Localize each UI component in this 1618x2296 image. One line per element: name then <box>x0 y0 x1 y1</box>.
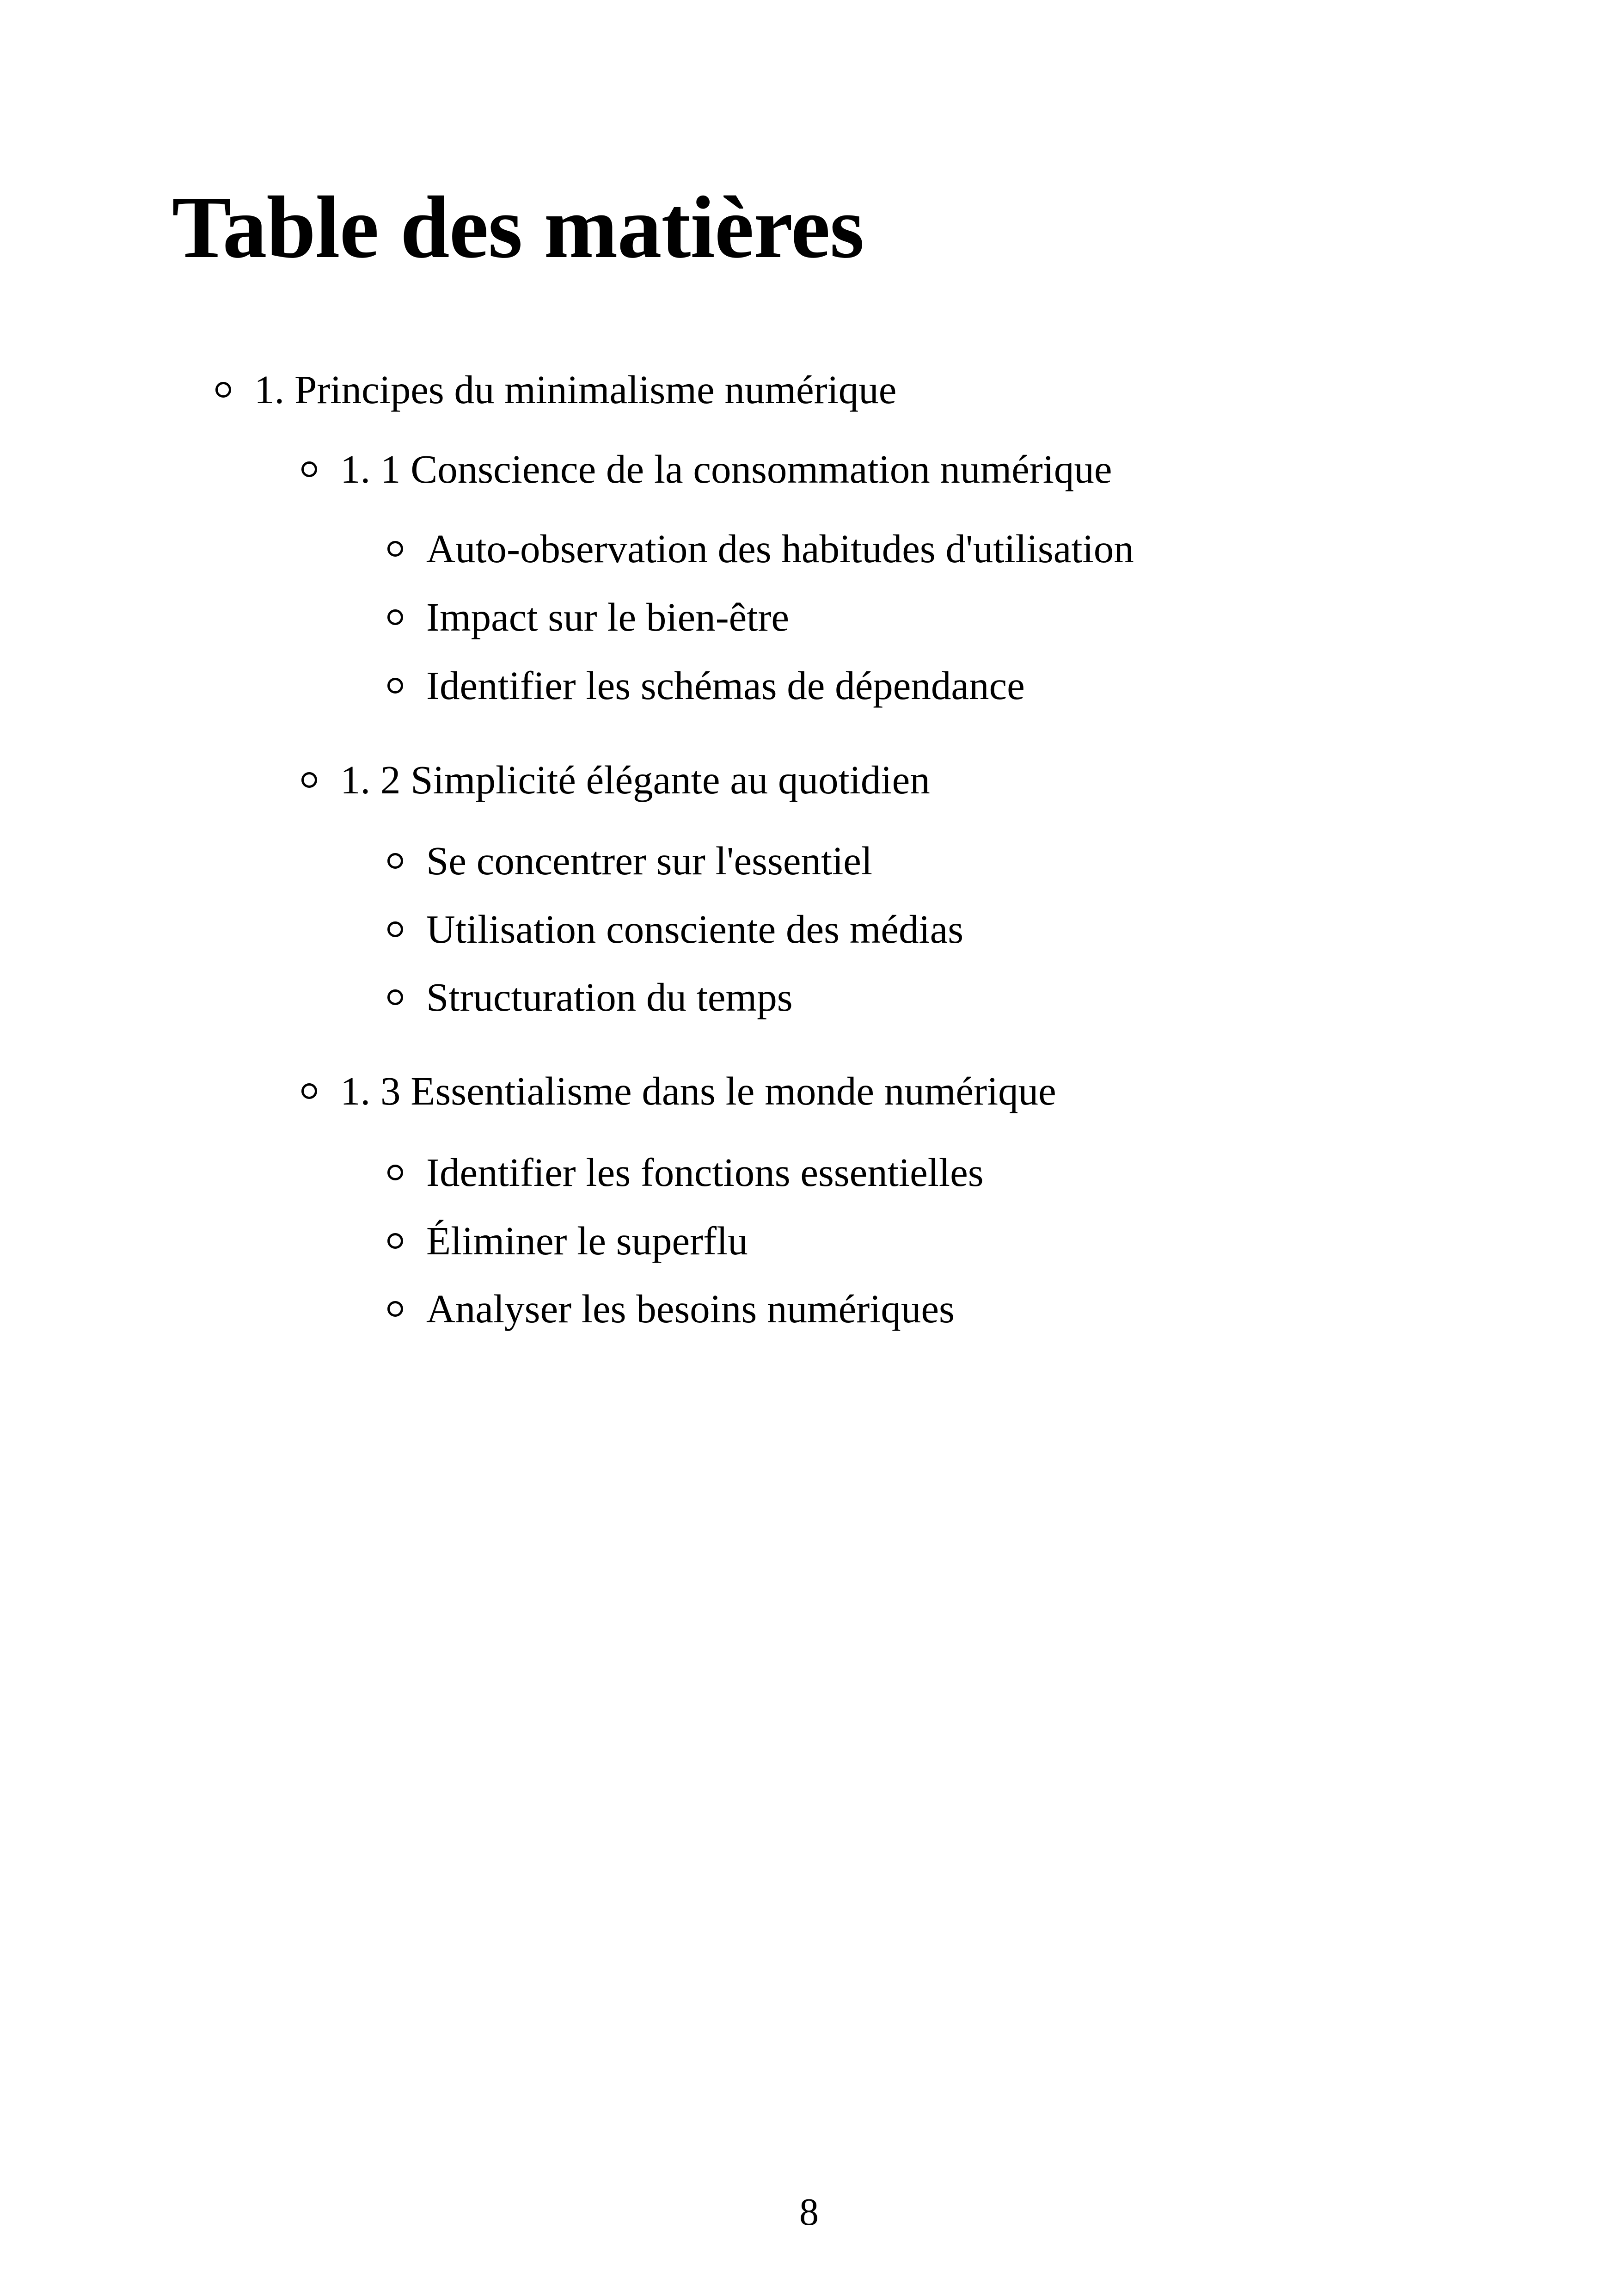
toc-entry-item <box>387 904 963 955</box>
toc-entry-label: Éliminer le superflu <box>426 1218 748 1263</box>
toc-entry-item <box>387 835 872 886</box>
toc-entry-item <box>387 972 793 1023</box>
toc-entry-label: Analyser les besoins numériques <box>426 1286 955 1331</box>
toc-entry-label: Structuration du temps <box>426 975 793 1019</box>
circle-bullet-icon <box>215 382 231 398</box>
toc-entry-section-1 <box>215 364 896 415</box>
toc-entry-subsection-1-3 <box>301 1066 1056 1117</box>
toc-entry-label: 1. 3 Essentialisme dans le monde numérique <box>340 1068 1056 1113</box>
toc-entry-label: 1. Principes du minimalisme numérique <box>254 367 897 412</box>
circle-bullet-icon <box>387 678 403 694</box>
toc-entry-label: Identifier les schémas de dépendance <box>426 663 1025 708</box>
toc-entry-item <box>387 660 1025 711</box>
toc-entry-label: Se concentrer sur l'essentiel <box>426 838 873 883</box>
toc-entry-item <box>387 592 789 643</box>
circle-bullet-icon <box>301 1083 317 1099</box>
toc-entry-subsection-1-2 <box>301 755 930 805</box>
toc-entry-item <box>387 523 1134 574</box>
toc-entry-label: Impact sur le bien-être <box>426 595 790 639</box>
toc-entry-subsection-1-1 <box>301 444 1112 495</box>
page-number: 8 <box>799 2191 819 2234</box>
toc-entry-item <box>387 1216 748 1266</box>
toc-entry-item <box>387 1147 984 1198</box>
circle-bullet-icon <box>387 1301 403 1317</box>
circle-bullet-icon <box>387 853 403 869</box>
circle-bullet-icon <box>387 541 403 557</box>
page-title: Table des matières <box>172 178 864 276</box>
toc-entry-label: 1. 1 Conscience de la consommation numérique <box>340 447 1112 491</box>
toc-entry-label: Identifier les fonctions essentielles <box>426 1150 984 1195</box>
circle-bullet-icon <box>387 1233 403 1249</box>
toc-entry-label: 1. 2 Simplicité élégante au quotidien <box>340 757 930 802</box>
toc-entry-label: Utilisation consciente des médias <box>426 907 964 952</box>
toc-entry-item <box>387 1283 955 1334</box>
circle-bullet-icon <box>301 461 317 477</box>
circle-bullet-icon <box>387 1165 403 1180</box>
circle-bullet-icon <box>301 772 317 788</box>
circle-bullet-icon <box>387 609 403 625</box>
circle-bullet-icon <box>387 921 403 937</box>
toc-entry-label: Auto-observation des habitudes d'utilisation <box>426 526 1134 571</box>
circle-bullet-icon <box>387 989 403 1005</box>
